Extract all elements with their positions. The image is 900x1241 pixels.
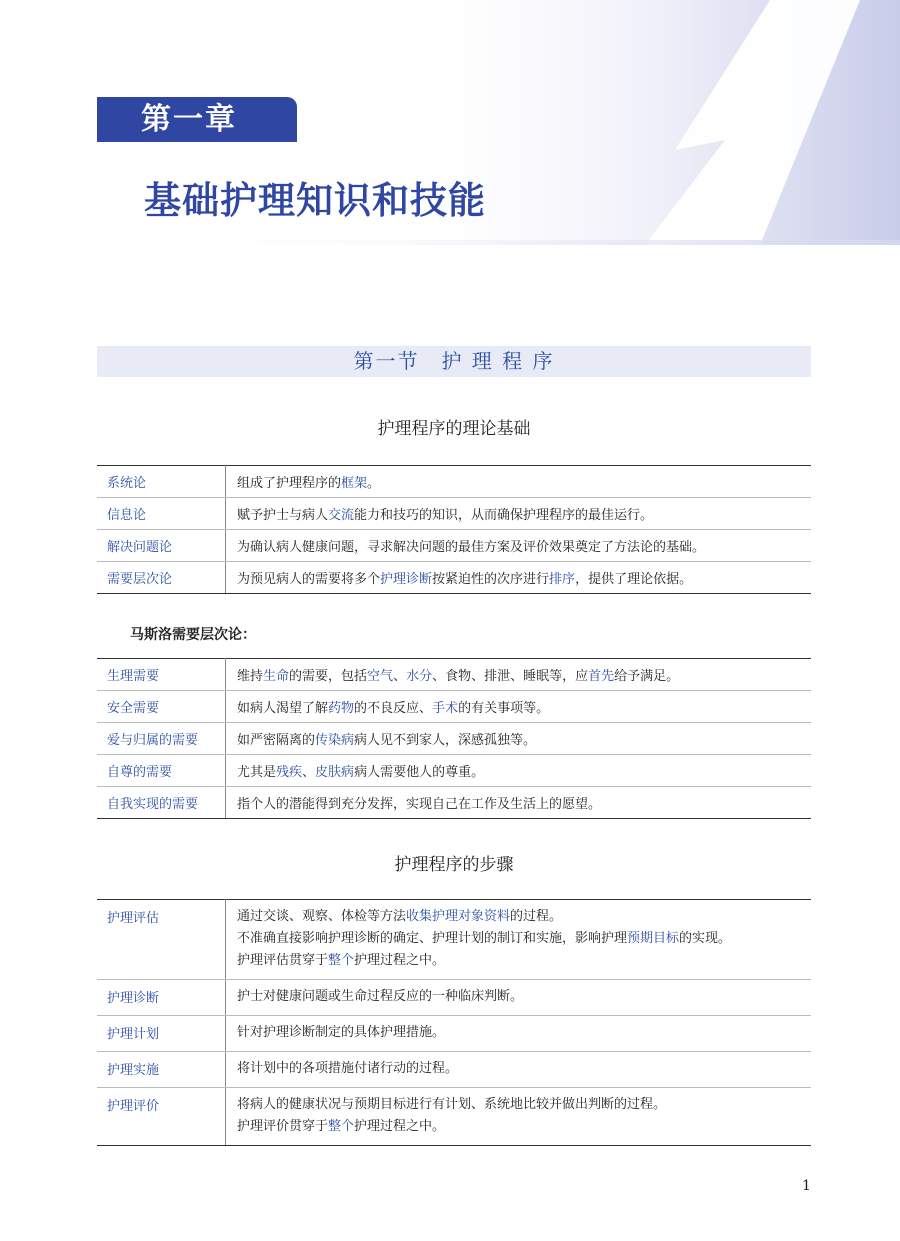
text-segment: 护理评估贯穿于 [237, 953, 329, 968]
row-term: 护理计划 [97, 1016, 226, 1052]
row-term: 护理评估 [97, 900, 226, 980]
text-segment: 如严密隔离的 [237, 733, 316, 748]
table-row [97, 466, 811, 498]
text-segment: 护理过程之中。 [354, 1119, 446, 1134]
highlight-term: 预期目标 [627, 931, 680, 946]
table-row [97, 1088, 811, 1146]
highlight-term: 护理诊断 [380, 572, 433, 587]
text-segment: 的实现。 [679, 931, 732, 946]
description-line [237, 1114, 811, 1139]
theory-table [97, 465, 811, 594]
row-term: 生理需要 [97, 659, 226, 691]
steps-heading: 护理程序的步骤 [394, 855, 514, 875]
section-title: 第一节 护 理 程 序 [97, 346, 811, 377]
highlight-term: 手术 [432, 701, 459, 716]
table-row [97, 691, 811, 723]
row-description [226, 900, 812, 980]
text-segment: 病人见不到家人，深感孤独等。 [354, 733, 537, 748]
table-row [97, 1052, 811, 1088]
text-segment: 将病人的健康状况与预期目标进行有计划、系统地比较并做出判断的过程。 [237, 1097, 667, 1112]
row-description [226, 1088, 812, 1146]
table-row [97, 659, 811, 691]
row-description [226, 755, 812, 787]
text-segment: 为预见病人的需要将多个 [237, 572, 381, 587]
chapter-title: 基础护理知识和技能 [144, 179, 486, 222]
highlight-term: 首先 [588, 669, 615, 684]
row-term: 需要层次论 [97, 562, 226, 594]
highlight-term: 排序 [549, 572, 576, 587]
highlight-term: 收集护理对象资料 [406, 909, 511, 924]
description-line [237, 1020, 811, 1045]
text-segment: 能力和技巧的知识，从而确保护理程序的最佳运行。 [354, 508, 654, 523]
chapter-label: 第一章 [97, 97, 297, 142]
row-description [226, 723, 812, 755]
text-segment: 护理评价贯穿于 [237, 1119, 329, 1134]
text-segment: 针对护理诊断制定的具体护理措施。 [237, 1025, 446, 1040]
row-term: 护理评价 [97, 1088, 226, 1146]
table-row [97, 498, 811, 530]
row-description [226, 980, 812, 1016]
row-term: 安全需要 [97, 691, 226, 723]
row-term: 解决问题论 [97, 530, 226, 562]
page-number: 1 [802, 1178, 811, 1194]
highlight-term: 空气 [367, 669, 394, 684]
text-segment: 病人需要他人的尊重。 [354, 765, 485, 780]
table-row [97, 530, 811, 562]
text-segment: 的过程。 [510, 909, 563, 924]
text-segment: 指个人的潜能得到充分发挥，实现自己在工作及生活上的愿望。 [237, 797, 602, 812]
row-term: 自尊的需要 [97, 755, 226, 787]
description-line [237, 984, 811, 1009]
table-row [97, 787, 811, 819]
highlight-term: 整个 [328, 1119, 355, 1134]
description-line [237, 1056, 811, 1081]
row-description [226, 659, 812, 691]
text-segment: 的需要，包括 [289, 669, 368, 684]
text-segment: 按紧迫性的次序进行 [432, 572, 550, 587]
highlight-term: 水分 [406, 669, 433, 684]
row-description [226, 787, 812, 819]
row-term: 自我实现的需要 [97, 787, 226, 819]
text-segment: 尤其是 [237, 765, 277, 780]
row-term: 护理实施 [97, 1052, 226, 1088]
highlight-term: 生命 [263, 669, 290, 684]
row-description [226, 498, 812, 530]
text-segment: 的有关事项等。 [458, 701, 550, 716]
highlight-term: 传染病 [315, 733, 355, 748]
text-segment: 不准确直接影响护理诊断的确定、护理计划的制订和实施，影响护理 [237, 931, 628, 946]
row-description [226, 466, 812, 498]
text-segment: 护士对健康问题或生命过程反应的一种临床判断。 [237, 989, 524, 1004]
text-segment: 、 [302, 765, 316, 780]
table-row [97, 900, 811, 980]
text-segment: 通过交谈、观察、体检等方法 [237, 909, 407, 924]
highlight-term: 残疾 [276, 765, 303, 780]
maslow-table [97, 658, 811, 819]
text-segment: 。 [367, 476, 381, 491]
row-term: 信息论 [97, 498, 226, 530]
table-row [97, 723, 811, 755]
text-segment: 的不良反应、 [354, 701, 433, 716]
text-segment: 将计划中的各项措施付诸行动的过程。 [237, 1061, 459, 1076]
row-term: 爱与归属的需要 [97, 723, 226, 755]
row-description [226, 530, 812, 562]
text-segment: 如病人渴望了解 [237, 701, 329, 716]
highlight-term: 交流 [328, 508, 355, 523]
text-segment: ，提供了理论依据。 [575, 572, 693, 587]
table-row [97, 755, 811, 787]
text-segment: 赋予护士与病人 [237, 508, 329, 523]
table-row [97, 1016, 811, 1052]
table-row [97, 980, 811, 1016]
row-term: 护理诊断 [97, 980, 226, 1016]
highlight-term: 整个 [328, 953, 355, 968]
text-segment: 组成了护理程序的 [237, 476, 342, 491]
row-description [226, 1016, 812, 1052]
text-segment: 、 [393, 669, 407, 684]
text-segment: 为确认病人健康问题，寻求解决问题的最佳方案及评价效果奠定了方法论的基础。 [237, 540, 706, 555]
steps-table [97, 899, 811, 1146]
text-segment: 、食物、排泄、睡眠等，应 [432, 669, 589, 684]
highlight-term: 皮肤病 [315, 765, 355, 780]
text-segment: 护理过程之中。 [354, 953, 446, 968]
table-row [97, 562, 811, 594]
row-description [226, 691, 812, 723]
text-segment: 维持 [237, 669, 264, 684]
maslow-heading: 马斯洛需要层次论： [130, 627, 256, 643]
theory-heading: 护理程序的理论基础 [377, 419, 531, 439]
row-description [226, 562, 812, 594]
highlight-term: 药物 [328, 701, 355, 716]
row-description [226, 1052, 812, 1088]
text-segment: 给予满足。 [614, 669, 680, 684]
highlight-term: 框架 [341, 476, 368, 491]
description-line [237, 948, 811, 973]
row-term: 系统论 [97, 466, 226, 498]
